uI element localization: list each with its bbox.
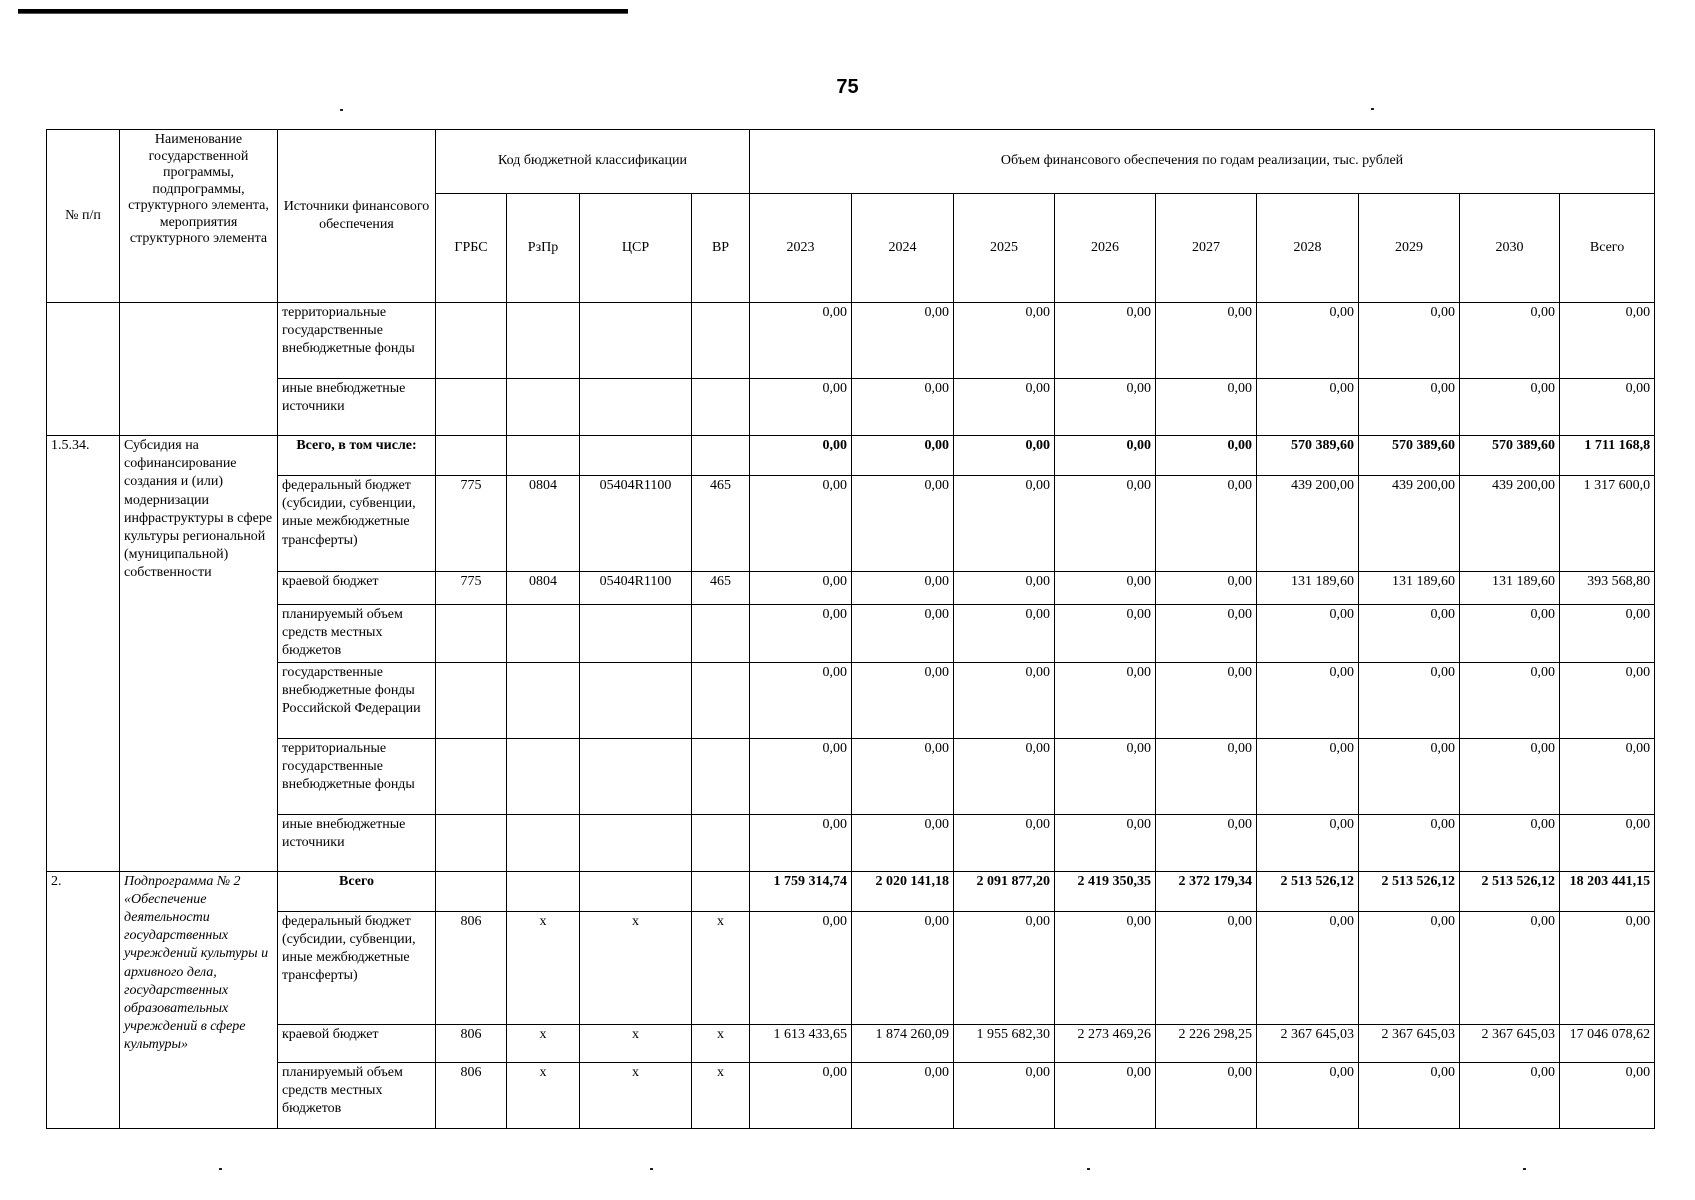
item-name: Подпрограмма № 2 «Обеспечение деятельности государственных учреждений культуры и архивного дела, государственных образовательных учреждений в сфере культуры» bbox=[120, 871, 278, 1128]
funding-source: планируемый объем средств местных бюджетов bbox=[278, 1062, 436, 1128]
scan-speck bbox=[1523, 1168, 1526, 1170]
csr-code bbox=[580, 303, 692, 379]
value-year: 0,00 bbox=[852, 572, 954, 605]
value-year: 0,00 bbox=[852, 738, 954, 814]
value-year: 0,00 bbox=[954, 911, 1055, 1024]
table-row bbox=[47, 605, 1655, 663]
value-year: 0,00 bbox=[1156, 605, 1257, 663]
value-year: 0,00 bbox=[954, 436, 1055, 476]
value-total: 0,00 bbox=[1560, 605, 1655, 663]
value-total: 0,00 bbox=[1560, 911, 1655, 1024]
value-year: 0,00 bbox=[852, 436, 954, 476]
header-vr: ВР bbox=[692, 194, 750, 303]
value-year: 0,00 bbox=[1460, 303, 1560, 379]
csr-code bbox=[580, 871, 692, 911]
value-year: 0,00 bbox=[750, 738, 852, 814]
table-row bbox=[47, 814, 1655, 871]
value-year: 0,00 bbox=[1257, 814, 1359, 871]
value-year: 439 200,00 bbox=[1257, 476, 1359, 572]
table-row bbox=[47, 476, 1655, 572]
value-year: 0,00 bbox=[1156, 303, 1257, 379]
value-year: 570 389,60 bbox=[1359, 436, 1460, 476]
value-year: 0,00 bbox=[1055, 303, 1156, 379]
vr-code: х bbox=[692, 1062, 750, 1128]
value-year: 0,00 bbox=[1156, 814, 1257, 871]
value-year: 0,00 bbox=[1257, 738, 1359, 814]
csr-code: х bbox=[580, 911, 692, 1024]
grbs-code: 806 bbox=[436, 1062, 507, 1128]
value-year: 0,00 bbox=[1257, 911, 1359, 1024]
table-row bbox=[47, 436, 1655, 476]
csr-code bbox=[580, 738, 692, 814]
value-year: 131 189,60 bbox=[1359, 572, 1460, 605]
top-rule-thin bbox=[18, 13, 628, 14]
value-year: 0,00 bbox=[954, 605, 1055, 663]
grbs-code bbox=[436, 871, 507, 911]
rzpr-code bbox=[507, 605, 580, 663]
value-year: 0,00 bbox=[1359, 605, 1460, 663]
value-year: 0,00 bbox=[1257, 303, 1359, 379]
table-body bbox=[47, 303, 1655, 1129]
item-name: Субсидия на софинансирование создания и (или) модернизации инфраструктуры в сфере культуры региональной (муниципальной) собственности bbox=[120, 436, 278, 872]
value-year: 570 389,60 bbox=[1257, 436, 1359, 476]
value-year: 0,00 bbox=[1257, 379, 1359, 436]
grbs-code bbox=[436, 662, 507, 738]
funding-source: федеральный бюджет (субсидии, субвенции, иные межбюджетные трансферты) bbox=[278, 911, 436, 1024]
grbs-code bbox=[436, 814, 507, 871]
header-year: 2024 bbox=[852, 194, 954, 303]
grbs-code bbox=[436, 738, 507, 814]
value-year: 0,00 bbox=[1055, 476, 1156, 572]
page-number: 75 bbox=[836, 76, 859, 98]
funding-source: иные внебюджетные источники bbox=[278, 379, 436, 436]
row-number: 1.5.34. bbox=[47, 436, 120, 872]
value-year: 2 367 645,03 bbox=[1257, 1024, 1359, 1062]
value-total: 1 711 168,8 bbox=[1560, 436, 1655, 476]
funding-source: краевой бюджет bbox=[278, 572, 436, 605]
header-year: 2025 bbox=[954, 194, 1055, 303]
value-year: 2 513 526,12 bbox=[1460, 871, 1560, 911]
value-year: 2 513 526,12 bbox=[1257, 871, 1359, 911]
value-year: 0,00 bbox=[750, 379, 852, 436]
value-total: 18 203 441,15 bbox=[1560, 871, 1655, 911]
funding-source: федеральный бюджет (субсидии, субвенции, иные межбюджетные трансферты) bbox=[278, 476, 436, 572]
value-year: 0,00 bbox=[954, 662, 1055, 738]
csr-code: х bbox=[580, 1024, 692, 1062]
table-row bbox=[47, 871, 1655, 911]
table-row bbox=[47, 572, 1655, 605]
grbs-code: 775 bbox=[436, 476, 507, 572]
scan-speck bbox=[1371, 108, 1374, 110]
grbs-code bbox=[436, 436, 507, 476]
value-year: 0,00 bbox=[852, 303, 954, 379]
rzpr-code bbox=[507, 662, 580, 738]
value-year: 0,00 bbox=[1156, 476, 1257, 572]
value-year: 0,00 bbox=[1460, 379, 1560, 436]
funding-source: территориальные государственные внебюджетные фонды bbox=[278, 303, 436, 379]
value-year: 0,00 bbox=[852, 1062, 954, 1128]
value-year: 0,00 bbox=[954, 572, 1055, 605]
rzpr-code bbox=[507, 436, 580, 476]
value-year: 0,00 bbox=[1359, 738, 1460, 814]
value-year: 0,00 bbox=[1055, 605, 1156, 663]
value-year: 0,00 bbox=[954, 738, 1055, 814]
rzpr-code: 0804 bbox=[507, 572, 580, 605]
table-row bbox=[47, 1062, 1655, 1128]
funding-source: краевой бюджет bbox=[278, 1024, 436, 1062]
value-total: 0,00 bbox=[1560, 1062, 1655, 1128]
value-year: 2 273 469,26 bbox=[1055, 1024, 1156, 1062]
value-year: 0,00 bbox=[1156, 379, 1257, 436]
value-year: 570 389,60 bbox=[1460, 436, 1560, 476]
value-year: 2 091 877,20 bbox=[954, 871, 1055, 911]
vr-code bbox=[692, 871, 750, 911]
value-year: 0,00 bbox=[852, 662, 954, 738]
value-year: 0,00 bbox=[852, 814, 954, 871]
header-year: 2027 bbox=[1156, 194, 1257, 303]
header-num: № п/п bbox=[47, 130, 120, 303]
value-year: 1 874 260,09 bbox=[852, 1024, 954, 1062]
funding-source: иные внебюджетные источники bbox=[278, 814, 436, 871]
value-year: 0,00 bbox=[1460, 814, 1560, 871]
rzpr-code bbox=[507, 738, 580, 814]
grbs-code: 806 bbox=[436, 911, 507, 1024]
funding-source: государственные внебюджетные фонды Российской Федерации bbox=[278, 662, 436, 738]
value-year: 0,00 bbox=[1257, 662, 1359, 738]
rzpr-code: х bbox=[507, 911, 580, 1024]
value-year: 0,00 bbox=[1055, 662, 1156, 738]
rzpr-code: х bbox=[507, 1062, 580, 1128]
value-year: 0,00 bbox=[1460, 1062, 1560, 1128]
value-year: 2 419 350,35 bbox=[1055, 871, 1156, 911]
value-year: 0,00 bbox=[1156, 911, 1257, 1024]
value-year: 0,00 bbox=[1055, 572, 1156, 605]
vr-code: х bbox=[692, 911, 750, 1024]
value-year: 0,00 bbox=[1156, 1062, 1257, 1128]
table-row bbox=[47, 1024, 1655, 1062]
grbs-code: 806 bbox=[436, 1024, 507, 1062]
header-total: Всего bbox=[1560, 194, 1655, 303]
value-total: 17 046 078,62 bbox=[1560, 1024, 1655, 1062]
header-kbk: Код бюджетной классификации bbox=[436, 130, 750, 194]
value-year: 0,00 bbox=[750, 436, 852, 476]
vr-code: х bbox=[692, 1024, 750, 1062]
value-year: 2 367 645,03 bbox=[1359, 1024, 1460, 1062]
grbs-code bbox=[436, 303, 507, 379]
value-year: 131 189,60 bbox=[1257, 572, 1359, 605]
header-csr: ЦСР bbox=[580, 194, 692, 303]
funding-source: Всего, в том числе: bbox=[278, 436, 436, 476]
csr-code: 05404R1100 bbox=[580, 476, 692, 572]
table-row bbox=[47, 379, 1655, 436]
value-year: 0,00 bbox=[750, 662, 852, 738]
value-year: 0,00 bbox=[852, 605, 954, 663]
table-row bbox=[47, 662, 1655, 738]
value-year: 2 372 179,34 bbox=[1156, 871, 1257, 911]
value-year: 0,00 bbox=[852, 476, 954, 572]
value-year: 0,00 bbox=[750, 814, 852, 871]
value-year: 0,00 bbox=[954, 476, 1055, 572]
header-sources: Источники финансового обеспечения bbox=[278, 130, 436, 303]
csr-code bbox=[580, 662, 692, 738]
vr-code bbox=[692, 814, 750, 871]
header-rzpr: РзПр bbox=[507, 194, 580, 303]
value-year: 2 020 141,18 bbox=[852, 871, 954, 911]
funding-source: планируемый объем средств местных бюджетов bbox=[278, 605, 436, 663]
value-year: 0,00 bbox=[1055, 379, 1156, 436]
rzpr-code bbox=[507, 814, 580, 871]
value-year: 0,00 bbox=[1460, 738, 1560, 814]
value-year: 0,00 bbox=[1156, 662, 1257, 738]
value-year: 0,00 bbox=[1359, 303, 1460, 379]
value-year: 0,00 bbox=[1055, 738, 1156, 814]
header-grbs: ГРБС bbox=[436, 194, 507, 303]
value-total: 0,00 bbox=[1560, 662, 1655, 738]
vr-code bbox=[692, 303, 750, 379]
value-year: 0,00 bbox=[1359, 662, 1460, 738]
header-year: 2030 bbox=[1460, 194, 1560, 303]
header-year: 2028 bbox=[1257, 194, 1359, 303]
vr-code bbox=[692, 436, 750, 476]
value-year: 0,00 bbox=[852, 911, 954, 1024]
vr-code bbox=[692, 738, 750, 814]
csr-code bbox=[580, 436, 692, 476]
grbs-code: 775 bbox=[436, 572, 507, 605]
vr-code: 465 bbox=[692, 476, 750, 572]
value-year: 0,00 bbox=[750, 1062, 852, 1128]
csr-code bbox=[580, 605, 692, 663]
funding-source: территориальные государственные внебюджетные фонды bbox=[278, 738, 436, 814]
value-year: 2 513 526,12 bbox=[1359, 871, 1460, 911]
row-number bbox=[47, 303, 120, 436]
header-name: Наименование государственной программы, подпрограммы, структурного элемента, мероприятия структурного элемента bbox=[120, 130, 278, 303]
csr-code: 05404R1100 bbox=[580, 572, 692, 605]
value-year: 439 200,00 bbox=[1460, 476, 1560, 572]
value-total: 0,00 bbox=[1560, 303, 1655, 379]
value-year: 0,00 bbox=[1460, 605, 1560, 663]
value-year: 0,00 bbox=[1055, 814, 1156, 871]
rzpr-code: х bbox=[507, 1024, 580, 1062]
row-number: 2. bbox=[47, 871, 120, 1128]
scan-speck bbox=[219, 1168, 222, 1170]
header-volume: Объем финансового обеспечения по годам реализации, тыс. рублей bbox=[750, 130, 1655, 194]
value-total: 0,00 bbox=[1560, 379, 1655, 436]
value-year: 0,00 bbox=[1460, 662, 1560, 738]
scan-speck bbox=[650, 1168, 653, 1170]
table-row bbox=[47, 738, 1655, 814]
value-year: 0,00 bbox=[1460, 911, 1560, 1024]
vr-code: 465 bbox=[692, 572, 750, 605]
scan-speck bbox=[340, 109, 343, 111]
value-year: 0,00 bbox=[954, 1062, 1055, 1128]
value-year: 0,00 bbox=[1055, 911, 1156, 1024]
csr-code bbox=[580, 379, 692, 436]
rzpr-code bbox=[507, 871, 580, 911]
value-total: 0,00 bbox=[1560, 738, 1655, 814]
value-year: 0,00 bbox=[1156, 572, 1257, 605]
header-year: 2026 bbox=[1055, 194, 1156, 303]
rzpr-code: 0804 bbox=[507, 476, 580, 572]
value-total: 1 317 600,0 bbox=[1560, 476, 1655, 572]
value-year: 2 367 645,03 bbox=[1460, 1024, 1560, 1062]
table-row bbox=[47, 911, 1655, 1024]
value-year: 0,00 bbox=[750, 572, 852, 605]
vr-code bbox=[692, 605, 750, 663]
value-year: 0,00 bbox=[750, 911, 852, 1024]
value-year: 0,00 bbox=[852, 379, 954, 436]
value-year: 0,00 bbox=[1257, 605, 1359, 663]
grbs-code bbox=[436, 605, 507, 663]
budget-table bbox=[46, 129, 1655, 1129]
value-year: 0,00 bbox=[954, 379, 1055, 436]
value-year: 0,00 bbox=[1156, 436, 1257, 476]
value-year: 0,00 bbox=[1055, 1062, 1156, 1128]
value-year: 0,00 bbox=[750, 476, 852, 572]
funding-source: Всего bbox=[278, 871, 436, 911]
header-year: 2023 bbox=[750, 194, 852, 303]
value-year: 0,00 bbox=[954, 814, 1055, 871]
grbs-code bbox=[436, 379, 507, 436]
scan-speck bbox=[1087, 1168, 1090, 1170]
value-total: 393 568,80 bbox=[1560, 572, 1655, 605]
vr-code bbox=[692, 662, 750, 738]
value-year: 0,00 bbox=[1257, 1062, 1359, 1128]
value-year: 0,00 bbox=[954, 303, 1055, 379]
value-year: 131 189,60 bbox=[1460, 572, 1560, 605]
value-year: 2 226 298,25 bbox=[1156, 1024, 1257, 1062]
value-year: 0,00 bbox=[750, 605, 852, 663]
value-year: 0,00 bbox=[1156, 738, 1257, 814]
rzpr-code bbox=[507, 379, 580, 436]
vr-code bbox=[692, 379, 750, 436]
csr-code bbox=[580, 814, 692, 871]
value-year: 1 759 314,74 bbox=[750, 871, 852, 911]
value-year: 1 613 433,65 bbox=[750, 1024, 852, 1062]
value-year: 0,00 bbox=[750, 303, 852, 379]
value-year: 0,00 bbox=[1359, 379, 1460, 436]
value-year: 0,00 bbox=[1055, 436, 1156, 476]
value-year: 0,00 bbox=[1359, 814, 1460, 871]
value-year: 0,00 bbox=[1359, 911, 1460, 1024]
value-year: 0,00 bbox=[1359, 1062, 1460, 1128]
rzpr-code bbox=[507, 303, 580, 379]
value-year: 1 955 682,30 bbox=[954, 1024, 1055, 1062]
table-row bbox=[47, 303, 1655, 379]
header-year: 2029 bbox=[1359, 194, 1460, 303]
csr-code: х bbox=[580, 1062, 692, 1128]
value-year: 439 200,00 bbox=[1359, 476, 1460, 572]
value-total: 0,00 bbox=[1560, 814, 1655, 871]
item-name bbox=[120, 303, 278, 436]
